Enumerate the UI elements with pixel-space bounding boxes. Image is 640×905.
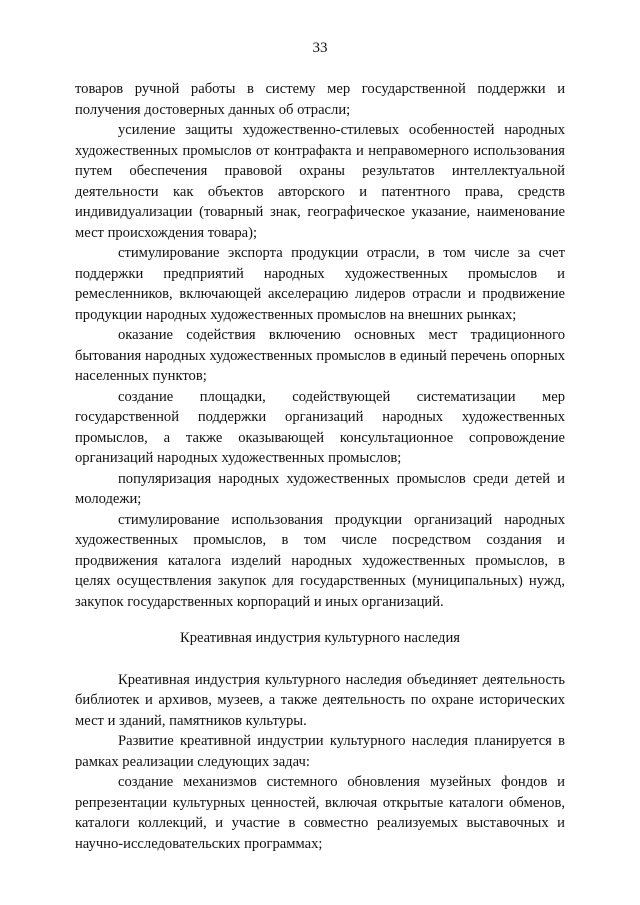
paragraph: стимулирование использования продукции организаций народных художественных промыслов, в том числе посредством создания и продвижения каталога изделий народных художественных промыслов, в целях осуществления закупок для государственных (муниципальных) нужд, закупок государственных корпораций и иных организаций.: [75, 511, 565, 610]
paragraphs-after-heading: [75, 670, 565, 855]
paragraph: Развитие креативной индустрии культурного наследия планируется в рамках реализации следующих задач:: [75, 733, 565, 770]
paragraph: создание механизмов системного обновления музейных фондов и репрезентации культурных ценностей, включая открытые каталоги обменов, каталоги коллекций, и участие в совместно реализуемых выставочных и научно-исследовательских программах;: [75, 774, 565, 852]
paragraphs-before-heading: [75, 79, 565, 612]
paragraph: стимулирование экспорта продукции отрасли, в том числе за счет поддержки предприятий народных художественных промыслов и ремесленников, включающей акселерацию лидеров отрасли и продвижение продукции народных художественных промыслов на внешних рынках;: [75, 245, 565, 323]
paragraph: усиление защиты художественно-стилевых особенностей народных художественных промыслов от контрафакта и неправомерного использования путем обеспечения правовой охраны результатов интеллектуальной деятельности как объектов авторского и патентного права, средств индивидуализации (товарный знак, географическое указание, наименование мест происхождения товара);: [75, 122, 565, 241]
paragraph: Креативная индустрия культурного наследия объединяет деятельность библиотек и архивов, музеев, а также деятельность по охране исторических мест и зданий, памятников культуры.: [75, 671, 565, 729]
section-heading: Креативная индустрия культурного наследия: [179, 630, 460, 646]
document-body: [75, 79, 565, 854]
page-number: 33: [312, 40, 328, 56]
paragraph: товаров ручной работы в систему мер государственной поддержки и получения достоверных данных об отрасли;: [75, 81, 565, 118]
paragraph: популяризация народных художественных промыслов среди детей и молодежи;: [75, 470, 565, 507]
paragraph: создание площадки, содействующей систематизации мер государственной поддержки организаций народных художественных промыслов, а также оказывающей консультационное сопровождение организаций народных художественных промыслов;: [75, 388, 565, 466]
paragraph: оказание содействия включению основных мест традиционного бытования народных художественных промыслов в единый перечень опорных населенных пунктов;: [75, 327, 565, 384]
